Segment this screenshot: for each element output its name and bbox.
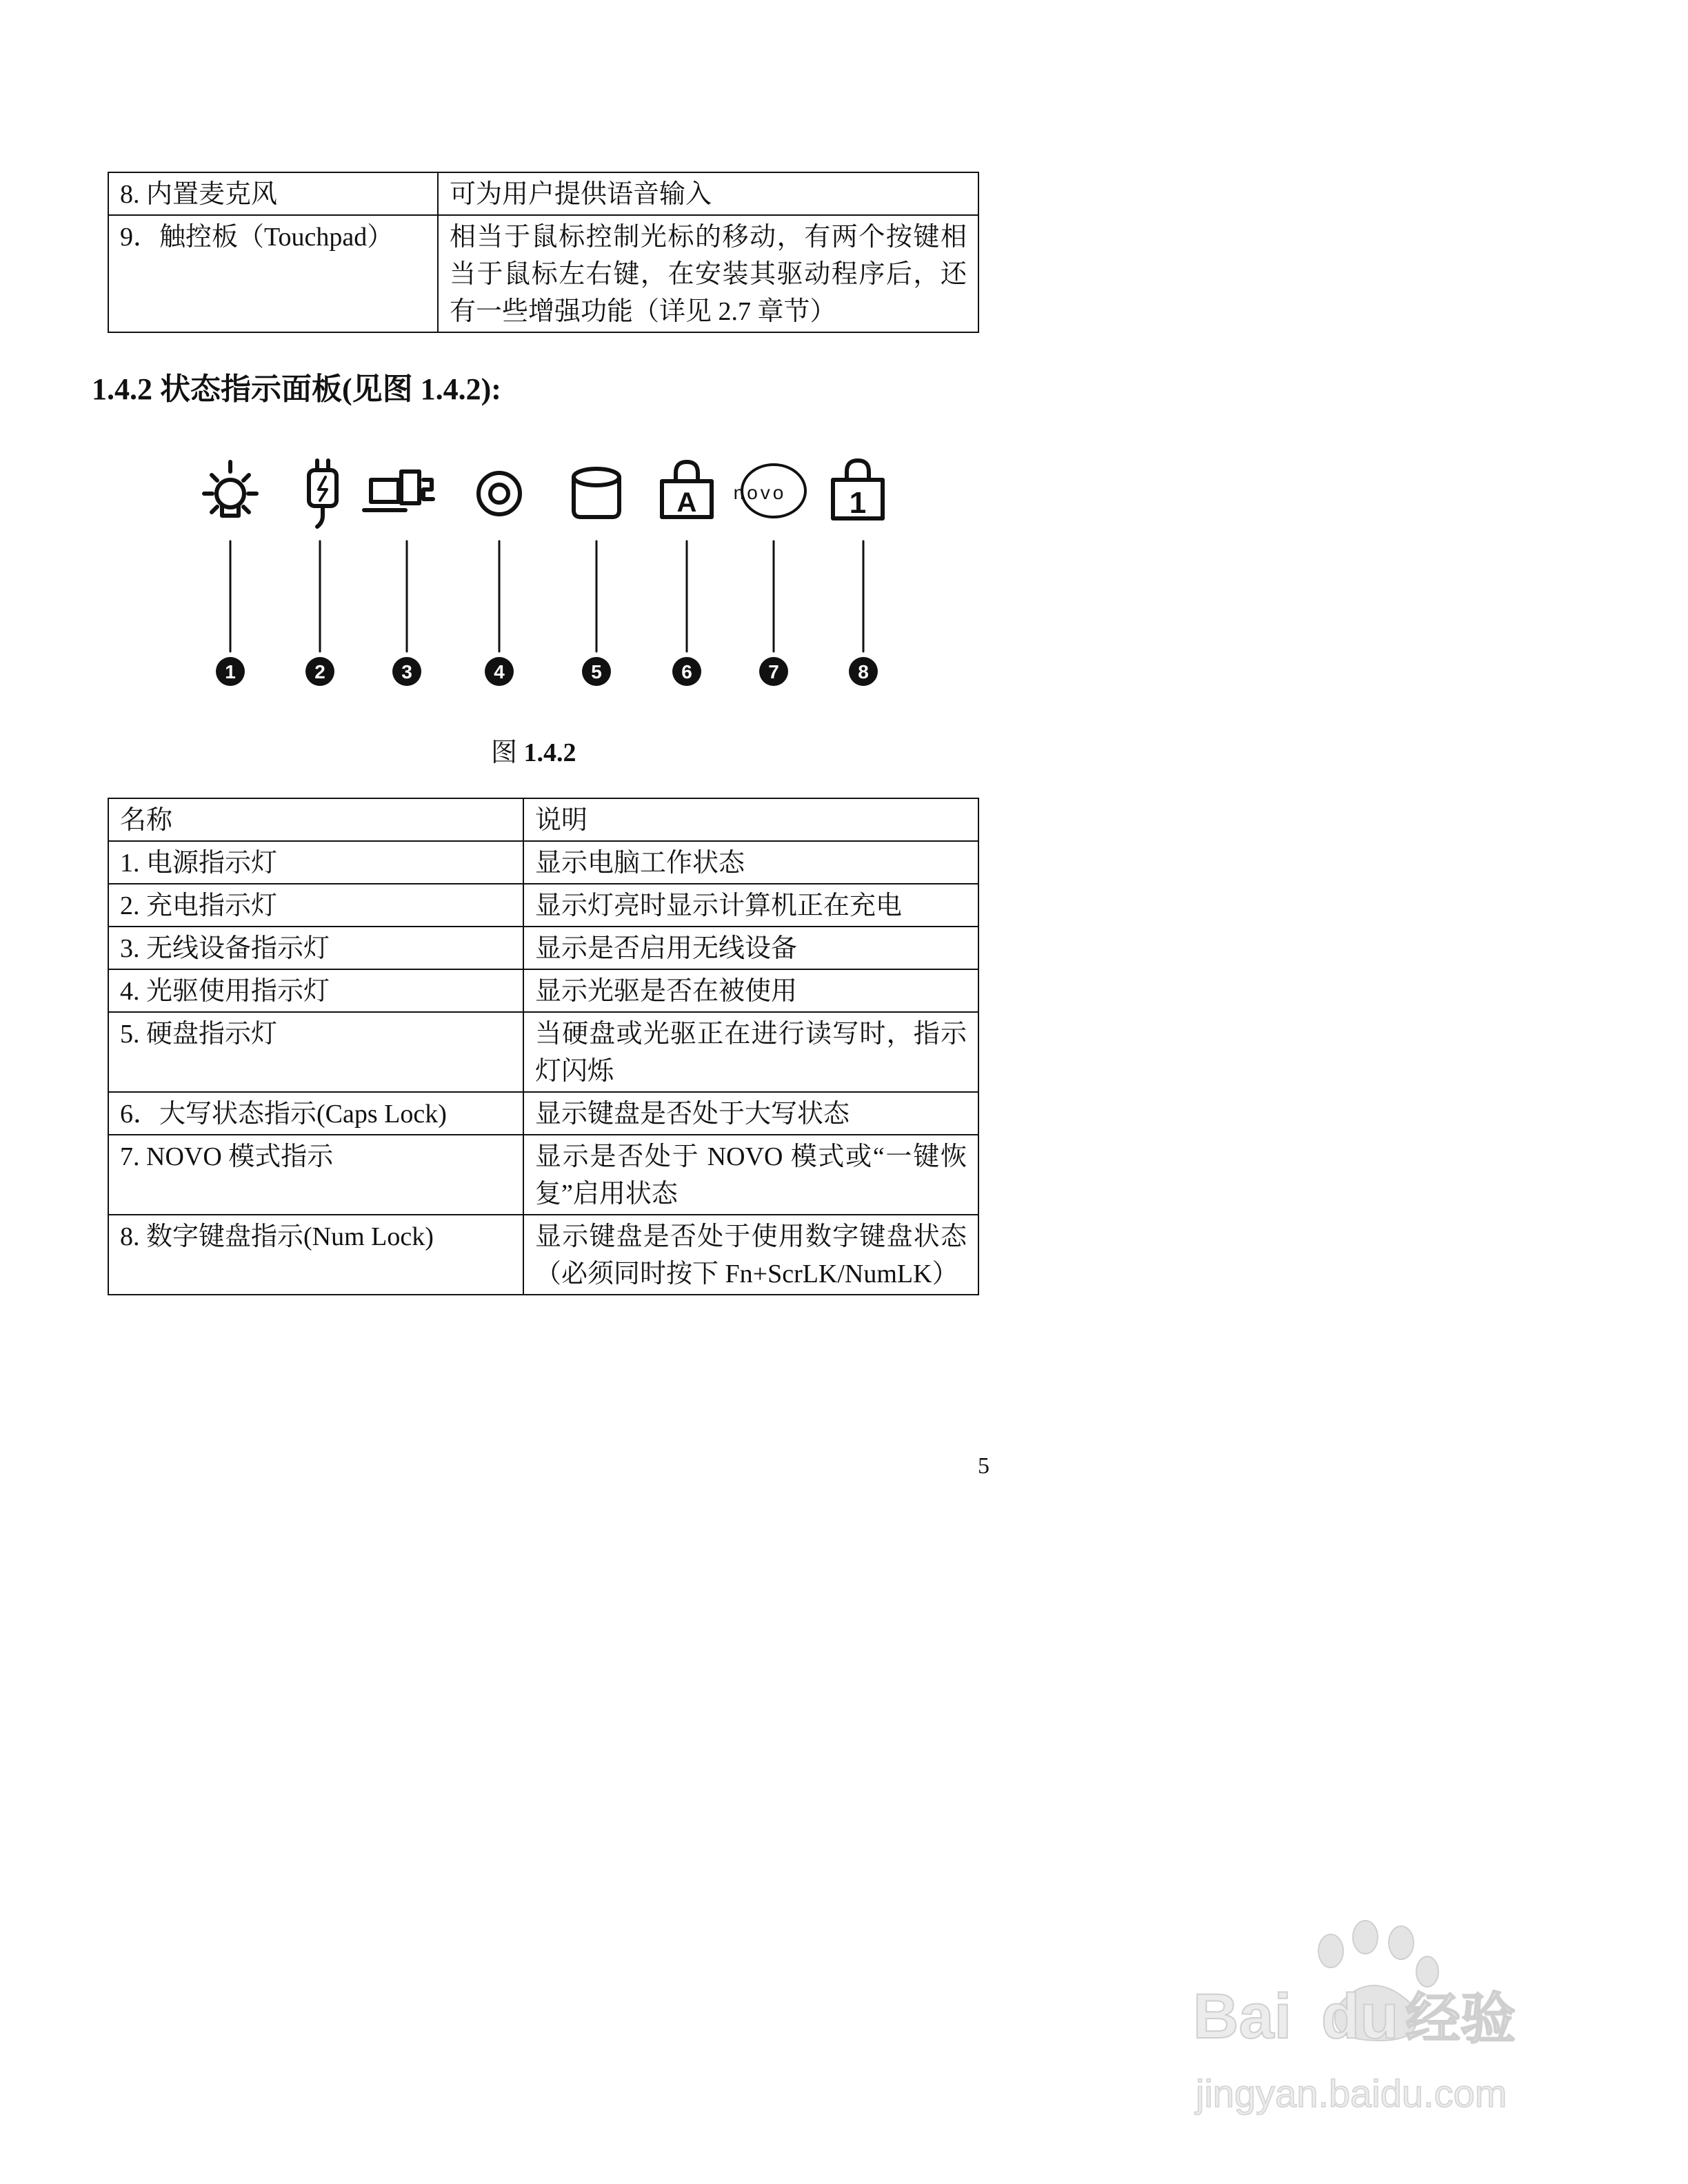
- hard-disk-icon: [574, 469, 619, 517]
- page-number: 5: [978, 1453, 989, 1479]
- indicator-desc-cell: 显示是否启用无线设备: [523, 927, 978, 969]
- table-row: [108, 969, 978, 1012]
- marker-number: 1: [225, 661, 236, 682]
- indicator-name-cell: 7. NOVO 模式指示: [108, 1135, 523, 1215]
- marker-number: 5: [591, 661, 602, 682]
- indicator-name-cell: 1. 电源指示灯: [108, 841, 523, 884]
- table-row: [108, 172, 978, 215]
- feature-name-cell: 8. 内置麦克风: [108, 172, 438, 215]
- marker-number: 2: [314, 661, 325, 682]
- novo-label: novo: [733, 482, 787, 503]
- indicator-desc-cell: 显示键盘是否处于使用数字键盘状态（必须同时按下 Fn+ScrLK/NumLK）: [523, 1215, 978, 1295]
- table-row: [108, 1135, 978, 1215]
- indicator-name-cell: 5. 硬盘指示灯: [108, 1012, 523, 1092]
- feature-table: [108, 172, 979, 333]
- svg-text:Bai: Bai: [1193, 1981, 1292, 2052]
- svg-text:经验: 经验: [1405, 1988, 1516, 2050]
- svg-text:du: du: [1321, 1981, 1399, 2052]
- marker-number: 7: [768, 661, 779, 682]
- table-row: [108, 1092, 978, 1135]
- table-row: [108, 1012, 978, 1092]
- marker-number: 8: [858, 661, 869, 682]
- optical-drive-icon: [479, 473, 520, 514]
- wireless-device-icon: [364, 472, 433, 510]
- header-name-cell: 名称: [108, 798, 523, 841]
- indicator-desc-cell: 显示电脑工作状态: [523, 841, 978, 884]
- num-lock-digit: 1: [849, 486, 867, 520]
- indicator-name-cell: 3. 无线设备指示灯: [108, 927, 523, 969]
- feature-name-cell: 9．触控板（Touchpad）: [108, 215, 438, 332]
- indicator-name-cell: 8. 数字键盘指示(Num Lock): [108, 1215, 523, 1295]
- baidu-watermark-logo: [1186, 1903, 1600, 2130]
- table-row: [108, 884, 978, 927]
- status-indicator-figure: [179, 441, 910, 703]
- indicator-desc-cell: 显示键盘是否处于大写状态: [523, 1092, 978, 1135]
- caption-number: 1.4.2: [523, 738, 576, 767]
- indicator-desc-cell: 显示灯亮时显示计算机正在充电: [523, 884, 978, 927]
- indicator-name-cell: 2. 充电指示灯: [108, 884, 523, 927]
- section-heading: 1.4.2 状态指示面板(见图 1.4.2):: [92, 372, 501, 406]
- table-row: [108, 1215, 978, 1295]
- feature-desc-cell: 可为用户提供语音输入: [438, 172, 978, 215]
- battery-charge-icon: [309, 461, 336, 527]
- indicator-name-cell: 4. 光驱使用指示灯: [108, 969, 523, 1012]
- figure-caption: [491, 731, 576, 769]
- feature-desc-cell: 相当于鼠标控制光标的移动，有两个按键相当于鼠标左右键，在安装其驱动程序后，还有一些增强功能（详见 2.7 章节）: [438, 215, 978, 332]
- indicator-desc-cell: 显示是否处于 NOVO 模式或“一键恢复”启用状态: [523, 1135, 978, 1215]
- indicator-name-cell: 6．大写状态指示(Caps Lock): [108, 1092, 523, 1135]
- svg-text:jingyan.baidu.com: jingyan.baidu.com: [1196, 2072, 1507, 2115]
- leader-lines: [230, 541, 863, 651]
- marker-number: 3: [401, 661, 412, 682]
- indicator-desc-cell: 当硬盘或光驱正在进行读写时，指示灯闪烁: [523, 1012, 978, 1092]
- table-row: [108, 927, 978, 969]
- light-bulb-icon: [204, 462, 257, 516]
- table-header-row: [108, 798, 978, 841]
- caption-prefix: 图: [491, 738, 518, 767]
- header-desc-cell: 说明: [523, 798, 978, 841]
- indicator-desc-cell: 显示光驱是否在被使用: [523, 969, 978, 1012]
- table-row: [108, 215, 978, 332]
- marker-number: 4: [494, 661, 505, 682]
- status-indicator-table: [108, 798, 979, 1295]
- table-row: [108, 841, 978, 884]
- caps-lock-letter: A: [676, 487, 697, 518]
- marker-number: 6: [681, 661, 692, 682]
